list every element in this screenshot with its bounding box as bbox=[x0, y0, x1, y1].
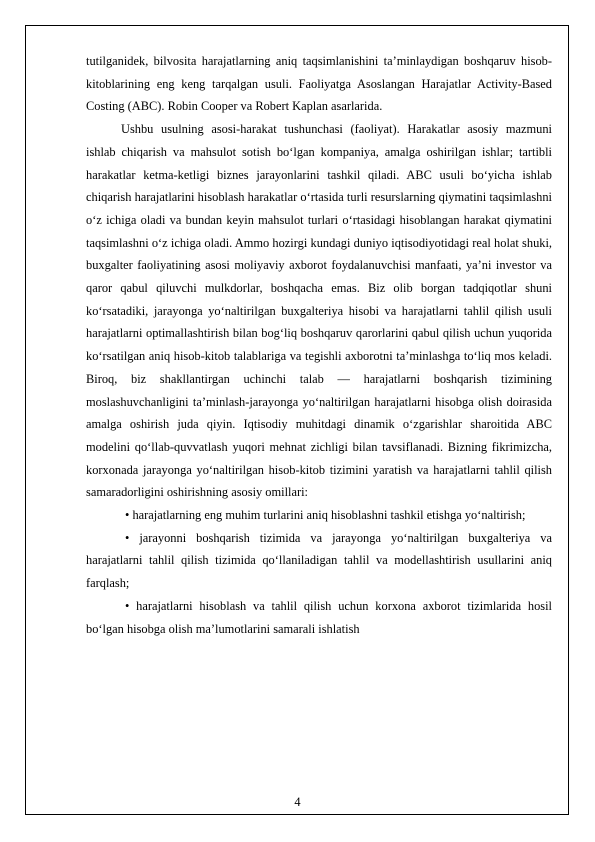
bullet-icon: • bbox=[125, 508, 130, 523]
page-number: 4 bbox=[294, 795, 301, 809]
bullet-text: harajatlarning eng muhim turlarini aniq hisoblashni tashkil etishga yo‘naltirish; bbox=[132, 508, 526, 523]
bullet-text: jarayonni boshqarish tizimida va jarayonga yo‘naltirilgan buxgalteriya va harajatlarni tahlil qilish tizimida qo‘llaniladigan tahlil va modellashtirish usullarini aniq farqlash; bbox=[86, 530, 552, 591]
bullet-icon: • bbox=[125, 530, 130, 545]
bullet-icon: • bbox=[125, 598, 130, 613]
bullet-item bbox=[86, 527, 552, 595]
bullet-item bbox=[86, 504, 552, 527]
paragraph: Ushbu usulning asosi-harakat tushunchasi (faoliyat). Harakatlar asosiy mazmuni ishlab chiqarish va mahsulot sotish bo‘lgan kompaniya, amalga oshirilgan ishlar; tartibli harakatlar ketma-ketligi biznes jarayonlarini tashkil qiladi. ABC usuli bo‘yicha ishlab chiqarish harajatlarini hisoblash harakatlar o‘rtasida turli resurslarning qiymatini taqsimlashni o‘z ichiga oladi va bundan keyin mahsulot turlari o‘rtasidagi hisoblangan harakat qiymatini taqsimlashni o‘z ichiga oladi. Ammo hozirgi kundagi duniyo iqtisodiyotidagi real holat shuki, buxgalter faoliyatining asosi moliyaviy axborot foydalanuvchisi manfaati, ya’ni investor va qaror qabul qiluvchi mulkdorlar, boshqacha emas. Biz olib borgan tadqiqotlar shuni ko‘rsatadiki, jarayonga yo‘naltirilgan buxgalteriya hisobi va harajatlarni tahlil qilish usuli harajatlarni optimallashtirish bilan bog‘liq boshqaruv qarorlarini qabul qilish uchun yuqorida ko‘rsatilgan aniq hisob-kitob talablariga va tegishli axborotni ta’minlashga to‘liq mos keladi. Biroq, biz shakllantirgan uchinchi talab — harajatlarni boshqarish tizimining moslashuvchanligini ta’minlash-jarayonga yo‘naltirilgan harajatlarni hisobga olish doirasida amalga oshirish juda qiyin. Iqtisodiy muhitdagi dinamik o‘zgarishlar sharoitida ABC modelini qo‘llab-quvvatlash yuqori mehnat zichligi bilan tavsiflanadi. Bizning fikrimizcha, korxonada jarayonga yo‘naltirilgan hisob-kitob tizimini yaratish va harajatlarni tahlil qilish samaradorligini oshirishning asosiy omillari: bbox=[86, 122, 552, 500]
bullet-text: harajatlarni hisoblash va tahlil qilish uchun korxona axborot tizimlarida hosil bo‘lgan hisobga olish ma’lumotlarini samarali ishlatish bbox=[86, 598, 552, 636]
bullet-item bbox=[86, 595, 552, 640]
paragraph: tutilganidek, bilvosita harajatlarning aniq taqsimlanishini ta’minlaydigan boshqaruv hisob-kitoblarining eng keng tarqalgan usuli. Faoliyatga Asoslangan Harajatlar Activity-Based Costing (ABC). Robin Cooper va Robert Kaplan asarlarida. bbox=[86, 54, 552, 114]
document-body bbox=[86, 50, 552, 640]
